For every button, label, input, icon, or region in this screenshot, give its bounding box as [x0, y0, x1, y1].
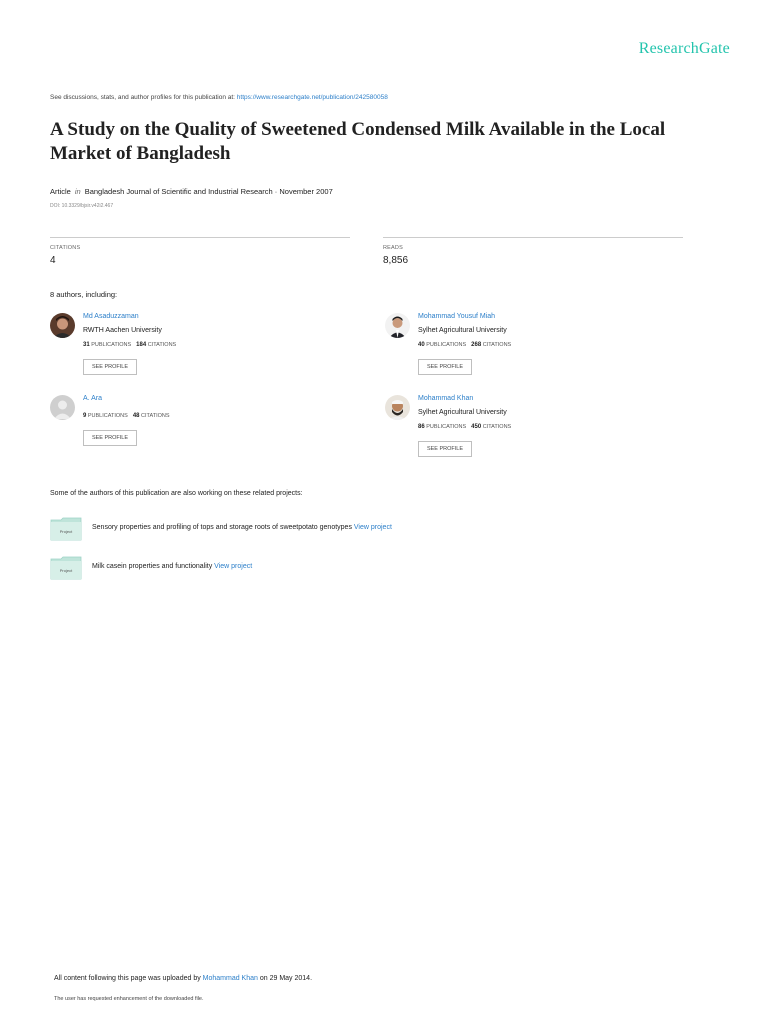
reads-label: READS	[383, 245, 403, 251]
in-word: in	[74, 187, 81, 196]
publications-label: PUBLICATIONS	[426, 424, 467, 430]
publications-label: PUBLICATIONS	[426, 342, 467, 348]
citation-count: 48	[132, 413, 140, 419]
publication-link[interactable]: https://www.researchgate.net/publication/242580058	[236, 94, 388, 101]
authors-heading: 8 authors, including:	[50, 290, 118, 299]
reads-count: 8,856	[383, 255, 409, 266]
citations-label: CITATIONS	[141, 413, 170, 419]
author-stats	[83, 342, 176, 348]
discussion-text: See discussions, stats, and author profiles for this publication at:	[50, 94, 237, 101]
author-stats	[83, 413, 170, 419]
see-profile-button[interactable]: SEE PROFILE	[83, 430, 137, 446]
project-folder-icon	[50, 556, 82, 580]
author-avatar[interactable]	[385, 313, 410, 338]
author-institution: RWTH Aachen University	[83, 327, 162, 334]
publication-type: Article	[50, 187, 71, 196]
citations-label: CITATIONS	[50, 245, 81, 251]
view-project-link[interactable]: View project	[353, 524, 392, 531]
author-card	[385, 395, 685, 465]
project-folder-icon	[50, 517, 82, 541]
project-icon-label: Project	[59, 529, 73, 534]
author-stats	[418, 424, 511, 430]
publication-count: 86	[418, 424, 425, 430]
author-name[interactable]: A. Ara	[83, 395, 103, 402]
see-profile-button[interactable]: SEE PROFILE	[418, 441, 472, 457]
uploader-link[interactable]: Mohammad Khan	[202, 975, 258, 982]
view-project-link[interactable]: View project	[214, 563, 253, 570]
author-institution: Sylhet Agricultural University	[418, 327, 507, 334]
citation-count: 184	[136, 342, 147, 348]
author-name[interactable]: Md Asaduzzaman	[83, 313, 139, 320]
project-title	[92, 563, 252, 570]
publication-count: 9	[83, 413, 87, 419]
author-avatar[interactable]	[385, 395, 410, 420]
author-institution: Sylhet Agricultural University	[418, 409, 507, 416]
project-title	[92, 524, 392, 531]
journal-name: Bangladesh Journal of Scientific and Industrial Research · November 2007	[84, 187, 333, 196]
publication-count: 40	[418, 342, 425, 348]
publications-label: PUBLICATIONS	[91, 342, 132, 348]
project-icon-label: Project	[59, 568, 73, 573]
projects-heading: Some of the authors of this publication are also working on these related projects:	[50, 490, 303, 497]
citations-label: CITATIONS	[147, 342, 177, 348]
project-name: Sensory properties and profiling of tops and storage roots of sweetpotato genotypes	[92, 524, 354, 531]
project-item	[50, 556, 570, 582]
upload-note	[54, 975, 312, 982]
publication-meta	[50, 187, 333, 196]
enhancement-note: The user has requested enhancement of the downloaded file.	[54, 996, 204, 1002]
author-card	[50, 395, 350, 465]
citation-count: 268	[471, 342, 482, 348]
author-card	[50, 313, 350, 383]
see-profile-button[interactable]: SEE PROFILE	[418, 359, 472, 375]
author-card	[385, 313, 685, 383]
citations-label: CITATIONS	[482, 424, 512, 430]
see-profile-button[interactable]: SEE PROFILE	[83, 359, 137, 375]
default-avatar-icon[interactable]	[50, 395, 75, 420]
author-name[interactable]: Mohammad Khan	[418, 395, 474, 402]
publication-count: 31	[83, 342, 90, 348]
citation-count: 450	[471, 424, 482, 430]
publications-label: PUBLICATIONS	[87, 413, 128, 419]
author-avatar[interactable]	[50, 313, 75, 338]
reads-divider	[383, 237, 683, 238]
upload-date: on 29 May 2014.	[257, 975, 313, 982]
citations-label: CITATIONS	[482, 342, 512, 348]
publication-title: A Study on the Quality of Sweetened Condensed Milk Available in the Local Market of Bangladesh	[50, 119, 666, 164]
upload-prefix: All content following this page was uploaded by	[54, 975, 203, 982]
author-stats	[418, 342, 511, 348]
project-name: Milk casein properties and functionality	[92, 563, 215, 570]
researchgate-logo[interactable]: ResearchGate	[638, 40, 730, 57]
discussion-note	[50, 94, 388, 101]
citations-count: 4	[50, 255, 56, 266]
project-item	[50, 517, 570, 543]
author-name[interactable]: Mohammad Yousuf Miah	[418, 313, 496, 320]
citations-divider	[50, 237, 350, 238]
doi: DOI: 10.3329/bjsir.v42i2.467	[50, 203, 114, 209]
